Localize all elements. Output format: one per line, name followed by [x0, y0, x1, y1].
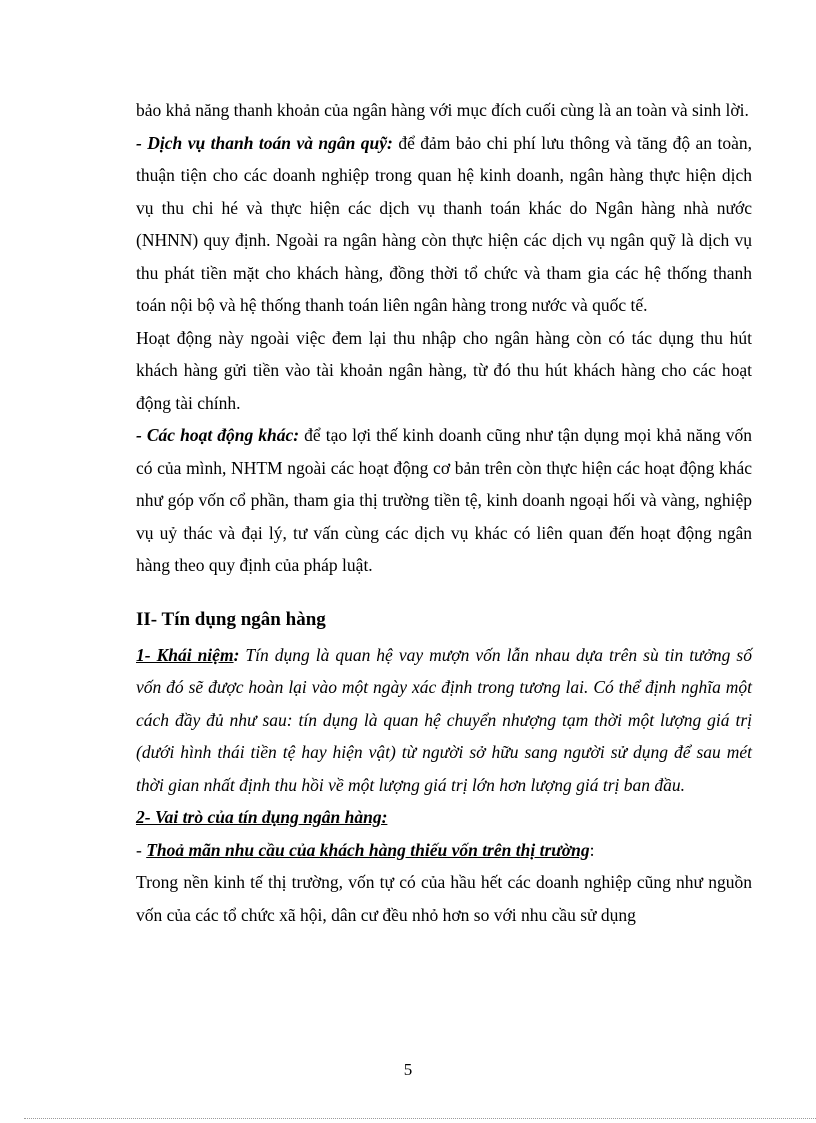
- page-border-divider: [24, 1118, 816, 1119]
- market-economy-text: Trong nền kinh tế thị trường, vốn tự có của hầu hết các doanh nghiệp cũng như nguồn vốn của các tổ chức xã hội, dân cư đều nhỏ hơn so với nhu cầu sử dụng: [136, 872, 752, 925]
- paragraph-other-activities: [136, 419, 752, 582]
- other-activities-label: - Các hoạt động khác:: [136, 425, 300, 445]
- document-body: [136, 94, 752, 931]
- paragraph-credit-definition: [136, 639, 752, 802]
- section-heading-bank-credit: II- Tín dụng ngân hàng: [136, 608, 326, 630]
- paragraph-market-economy: [136, 866, 752, 931]
- subheading-credit-role-wrapper: [136, 801, 752, 834]
- other-activities-text: để tạo lợi thế kinh doanh cũng như tận dụng mọi khả năng vốn có của mình, NHTM ngoài các hoạt động cơ bản trên còn thực hiện các hoạt động khác như góp vốn cổ phần, tham gia thị trường tiền tệ, kinh doanh ngoại hối và vàng, nghiệp vụ uỷ thác và đại lý, tư vấn cùng các dịch vụ khác có liên quan đến hoạt động ngân hàng theo quy định của pháp luật.: [136, 425, 752, 575]
- paragraph-liquidity: [136, 94, 752, 127]
- paragraph-liquidity-text: bảo khả năng thanh khoản của ngân hàng với mục đích cuối cùng là an toàn và sinh lời.: [136, 100, 749, 120]
- bullet-dash: -: [136, 839, 147, 860]
- credit-definition-text: Tín dụng là quan hệ vay mượn vốn lẫn nhau dựa trên sù tin tưởng số vốn đó sẽ được hoàn lại vào một ngày xác định trong tương lai. Có thể định nghĩa một cách đầy đủ như sau: tín dụng là quan hệ chuyển nhượng tạm thời một lượng giá trị (dưới hình thái tiền tệ hay hiện vật) từ người sở hữu sang người sử dụng để sau mét thời gian nhất định thu hồi về một lượng giá trị lớn hơn lượng giá trị ban đầu.: [136, 644, 752, 795]
- activity-benefits-text: Hoạt động này ngoài việc đem lại thu nhập cho ngân hàng còn có tác dụng thu hút khách hàng gửi tiền vào tài khoản ngân hàng, từ đó thu hút khách hàng cho các hoạt động tài chính.: [136, 327, 752, 413]
- page-number: 5: [403, 1060, 413, 1079]
- credit-definition-label: 1- Khái niệm: [136, 644, 234, 665]
- payment-services-label: - Dịch vụ thanh toán và ngân quỹ:: [136, 132, 393, 153]
- bullet-capital-needs-end: :: [589, 839, 595, 860]
- paragraph-activity-benefits: [136, 322, 752, 420]
- paragraph-payment-services: [136, 127, 752, 322]
- credit-definition-colon: :: [233, 644, 240, 665]
- payment-services-text: để đảm bảo chi phí lưu thông và tăng độ an toàn, thuận tiện cho các doanh nghiệp trong quan hệ kinh doanh, ngân hàng thực hiện dịch vụ thu chi hé và thực hiện các dịch vụ thanh toán khác do Ngân hàng nhà nước (NHNN) quy định. Ngoài ra ngân hàng còn thực hiện các dịch vụ ngân quỹ là dịch vụ thu phát tiền mặt cho khách hàng, đồng thời tổ chức và tham gia các hệ thống thanh toán nội bộ và hệ thống thanh toán liên ngân hàng trong nước và quốc tế.: [136, 132, 752, 315]
- bullet-capital-needs: [136, 834, 752, 867]
- bullet-capital-needs-label: Thoả mãn nhu cầu của khách hàng thiếu vốn trên thị trường: [146, 839, 590, 860]
- subheading-credit-role: 2- Vai trò của tín dụng ngân hàng:: [136, 807, 388, 827]
